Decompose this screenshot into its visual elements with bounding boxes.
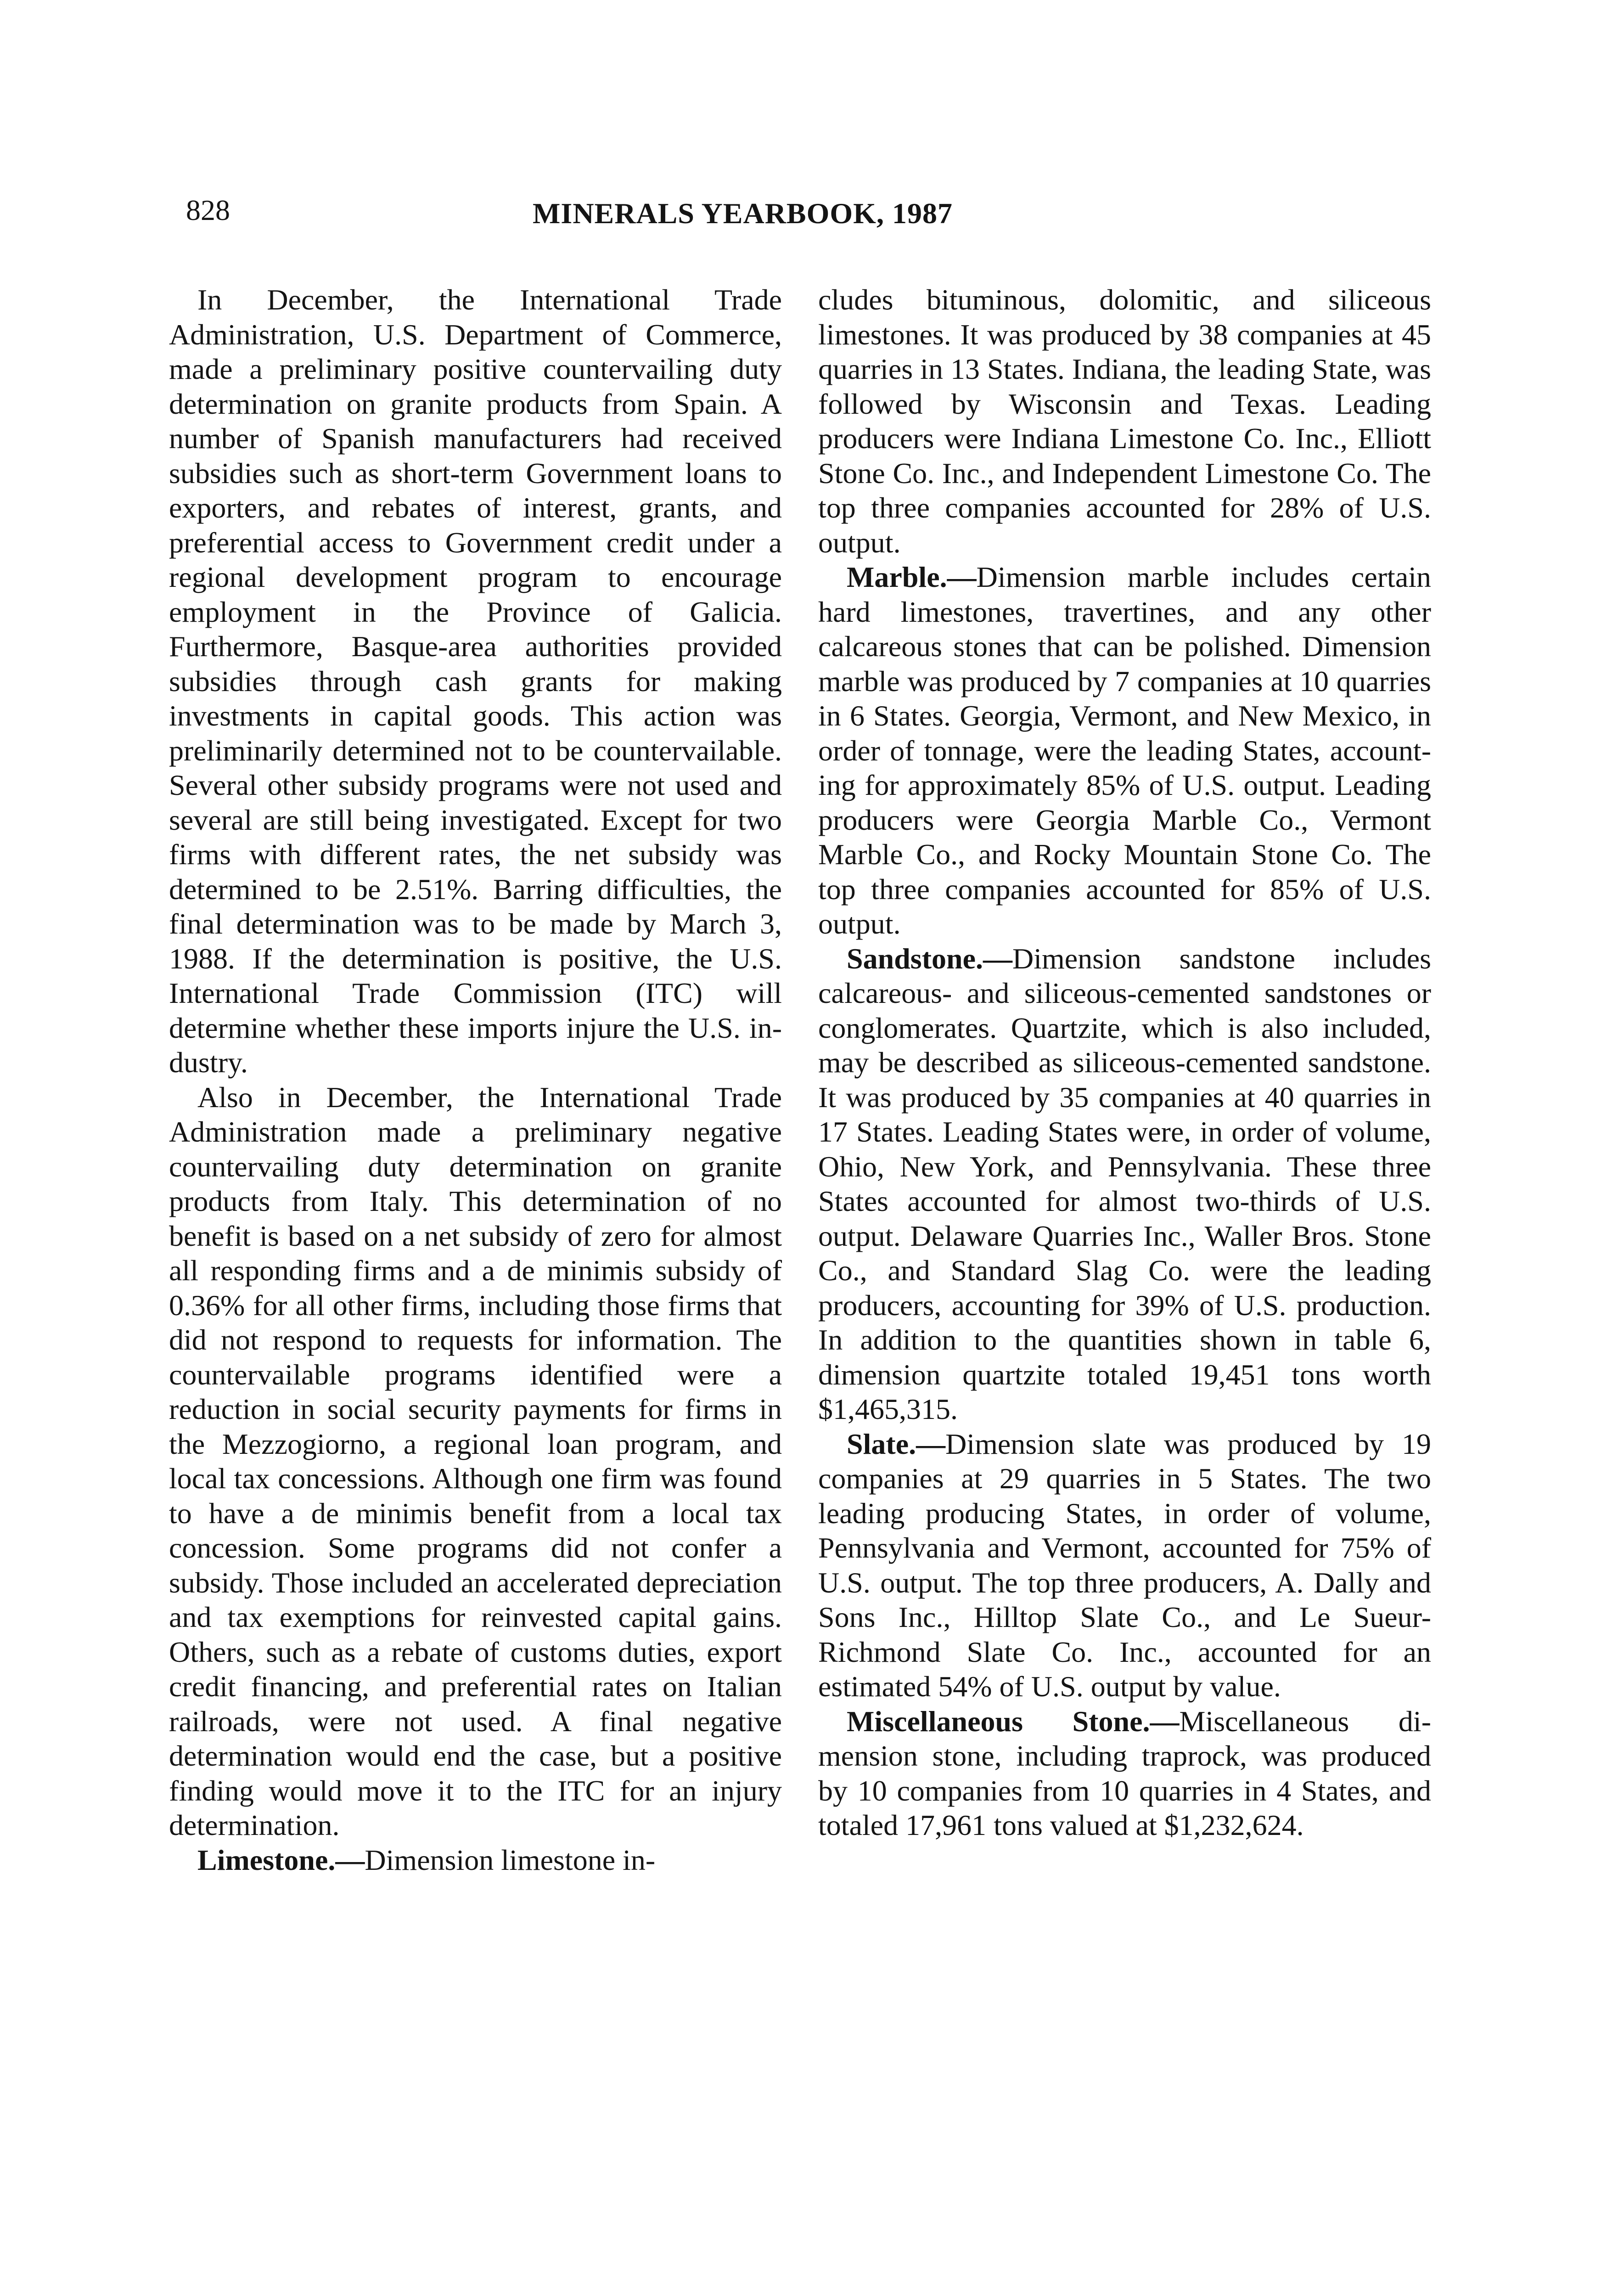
sandstone-text: Dimension sandstone includes calcareous- and siliceous-cemented sandstones or conglomerates. Quartzite, which is also included, may be described as siliceous-cemented sandstone. It was produced by 35 companies at 40 quarries in 17 States. Leading States were, in order of volume, Ohio, New York, and Pennsylvania. These three States accounted for almost two-thirds of U.S. output. Delaware Quarries Inc., Waller Bros. Stone Co., and Standard Slag Co. were the leading producers, accounting for 39% of U.S. production. In addition to the quantities shown in table 6, dimension quartzite totaled 19,451 tons worth $1,465,315. (818, 942, 1431, 1425)
slate-text: Dimension slate was produced by 19 companies at 29 quarries in 5 States. The two leading producing States, in order of volume, Pennsylvania and Vermont, accounted for 75% of U.S. output. The top three producers, A. Dally and Sons Inc., Hilltop Slate Co., and Le Sueur-Richmond Slate Co. Inc., accounted for an estimated 54% of U.S. output by value. (818, 1427, 1431, 1703)
sandstone-heading: Sandstone.— (847, 942, 1012, 975)
slate-heading: Slate.— (847, 1427, 946, 1460)
running-head: MINERALS YEARBOOK, 1987 (533, 197, 953, 230)
paragraph-marble (818, 560, 1431, 941)
misc-stone-text: Miscellaneous dimension stone, including traprock, was produced by 10 companies from 10 quarries in 4 States, and totaled 17,961 tons valued at $1,232,624. (818, 1705, 1431, 1841)
left-column (169, 282, 782, 1877)
page-number: 828 (186, 194, 230, 226)
limestone-heading: Limestone.— (197, 1843, 365, 1876)
paragraph-misc-stone (818, 1704, 1431, 1843)
paragraph-limestone-cont: cludes bituminous, dolomitic, and siliceous limestones. It was produced by 38 companies at 45 quarries in 13 States. Indiana, the leading State, was followed by Wisconsin and Texas. Leading producers were Indiana Limestone Co. Inc., Elliott Stone Co. Inc., and Independent Limestone Co. The top three companies accounted for 28% of U.S. output. (818, 283, 1431, 559)
limestone-text-start: Dimension limestone in- (365, 1843, 656, 1876)
paragraph-sandstone (818, 941, 1431, 1427)
paragraph-slate (818, 1427, 1431, 1704)
paragraph-spain-granite: In December, the International Trade Administration, U.S. Department of Commerce, made a preliminary positive countervailing duty determination on granite products from Spain. A number of Spanish manufacturers had received subsidies such as short-term Government loans to exporters, and rebates of interest, grants, and preferential access to Government credit under a regional development program to encourage employment in the Province of Galicia. Furthermore, Basque-area authorities provided subsidies through cash grants for making investments in capital goods. This action was preliminarily determined not to be countervailable. Several other subsidy programs were not used and several are still being investigated. Except for two firms with different rates, the net subsidy was determined to be 2.51%. Barring difficulties, the final determination was to be made by March 3, 1988. If the determination is positive, the U.S. International Trade Commission (ITC) will determine whether these imports injure the U.S. industry. (169, 283, 782, 1079)
paragraph-limestone-start (169, 1843, 782, 1878)
right-column (818, 282, 1431, 1843)
paragraph-italy-granite: Also in December, the International Trade Administration made a preliminary negative countervailing duty determination on granite products from Italy. This determination of no benefit is based on a net subsidy of zero for almost all responding firms and a de minimis subsidy of 0.36% for all other firms, including those firms that did not respond to requests for information. The countervailable programs identified were a reduction in social security payments for firms in the Mezzogiorno, a regional loan program, and local tax concessions. Although one firm was found to have a de minimis benefit from a local tax concession. Some programs did not confer a subsidy. Those included an accelerated depreciation and tax exemptions for reinvested capital gains. Others, such as a rebate of customs duties, export credit financing, and preferential rates on Italian railroads, were not used. A final negative determination would end the case, but a positive finding would move it to the ITC for an injury determination. (169, 1080, 782, 1841)
misc-stone-heading: Miscellaneous Stone.— (847, 1705, 1180, 1738)
marble-text: Dimension marble includes certain hard limestones, travertines, and any other calcareous stones that can be polished. Dimension marble was produced by 7 companies at 10 quarries in 6 States. Georgia, Vermont, and New Mexico, in order of tonnage, were the leading States, accounting for approximately 85% of U.S. output. Leading producers were Georgia Marble Co., Vermont Marble Co., and Rocky Mountain Stone Co. The top three companies accounted for 85% of U.S. output. (818, 561, 1431, 940)
marble-heading: Marble.— (847, 561, 977, 593)
